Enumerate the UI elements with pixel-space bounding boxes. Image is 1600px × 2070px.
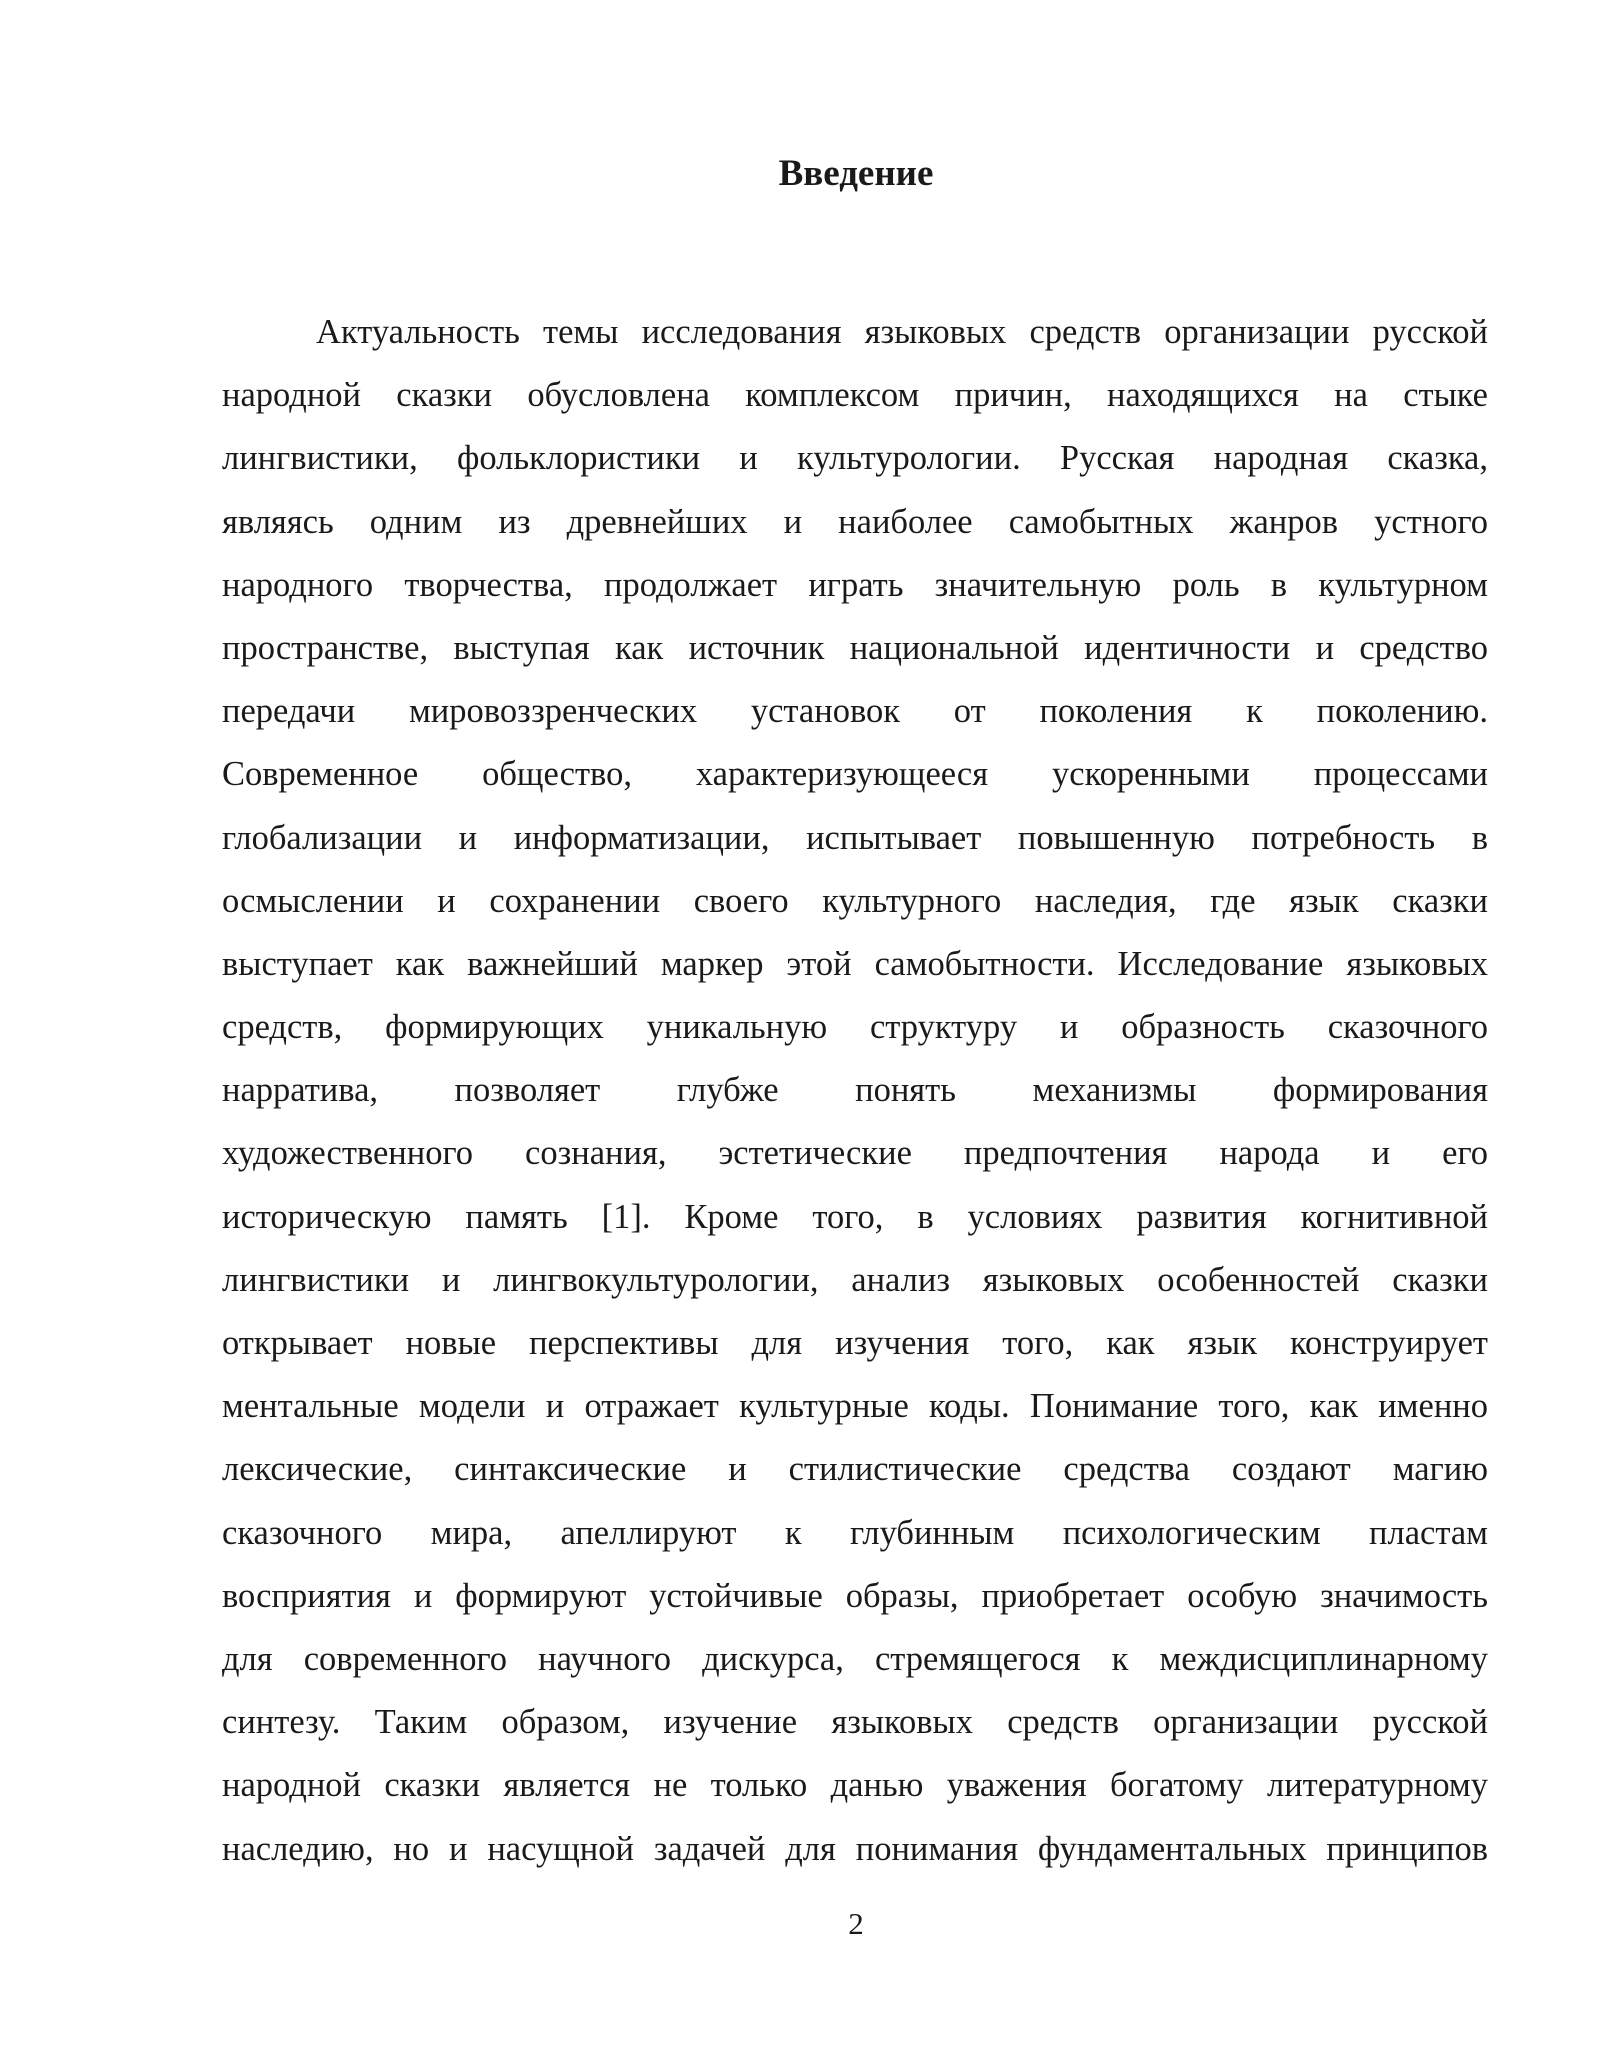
paragraph-line: средств, формирующих уникальную структуру и образность сказочного	[222, 1008, 1488, 1047]
paragraph-line: народной сказки обусловлена комплексом причин, находящихся на стыке	[222, 376, 1488, 415]
body-paragraph	[222, 301, 1488, 1881]
paragraph-line: Современное общество, характеризующееся ускоренными процессами	[222, 755, 1488, 794]
paragraph-line: восприятия и формируют устойчивые образы, приобретает особую значимость	[222, 1576, 1488, 1615]
paragraph-line: синтезу. Таким образом, изучение языковых средств организации русской	[222, 1703, 1488, 1742]
paragraph-line: народного творчества, продолжает играть значительную роль в культурном	[222, 565, 1488, 604]
paragraph-line: художественного сознания, эстетические предпочтения народа и его	[222, 1134, 1488, 1173]
section-heading: Введение	[778, 153, 934, 194]
paragraph-line: лексические, синтаксические и стилистические средства создают магию	[222, 1450, 1488, 1489]
paragraph-line: наследию, но и насущной задачей для понимания фундаментальных принципов	[222, 1829, 1488, 1868]
paragraph-line: открывает новые перспективы для изучения того, как язык конструирует	[222, 1324, 1488, 1362]
paragraph-line: пространстве, выступая как источник национальной идентичности и средство	[222, 628, 1488, 667]
paragraph-line: лингвистики и лингвокультурологии, анализ языковых особенностей сказки	[222, 1260, 1488, 1299]
page-number: 2	[848, 1906, 864, 1941]
paragraph-line: для современного научного дискурса, стремящегося к междисциплинарному	[222, 1639, 1488, 1678]
paragraph-line: передачи мировоззренческих установок от поколения к поколению.	[222, 692, 1488, 731]
paragraph-line: народной сказки является не только данью уважения богатому литературному	[222, 1766, 1488, 1805]
paragraph-line: являясь одним из древнейших и наиболее самобытных жанров устного	[222, 502, 1488, 541]
paragraph-line: осмыслении и сохранении своего культурного наследия, где язык сказки	[222, 881, 1488, 920]
paragraph-line: лингвистики, фольклористики и культурологии. Русская народная сказка,	[222, 439, 1488, 478]
paragraph-line: Актуальность темы исследования языковых средств организации русской	[316, 313, 1488, 351]
paragraph-line: сказочного мира, апеллируют к глубинным психологическим пластам	[222, 1513, 1488, 1552]
paragraph-line: историческую память [1]. Кроме того, в условиях развития когнитивной	[222, 1197, 1488, 1236]
paragraph-line: глобализации и информатизации, испытывает повышенную потребность в	[222, 818, 1488, 857]
paragraph-line: нарратива, позволяет глубже понять механизмы формирования	[222, 1071, 1488, 1110]
paragraph-line: выступает как важнейший маркер этой самобытности. Исследование языковых	[222, 944, 1488, 983]
paragraph-line: ментальные модели и отражает культурные коды. Понимание того, как именно	[222, 1387, 1488, 1426]
